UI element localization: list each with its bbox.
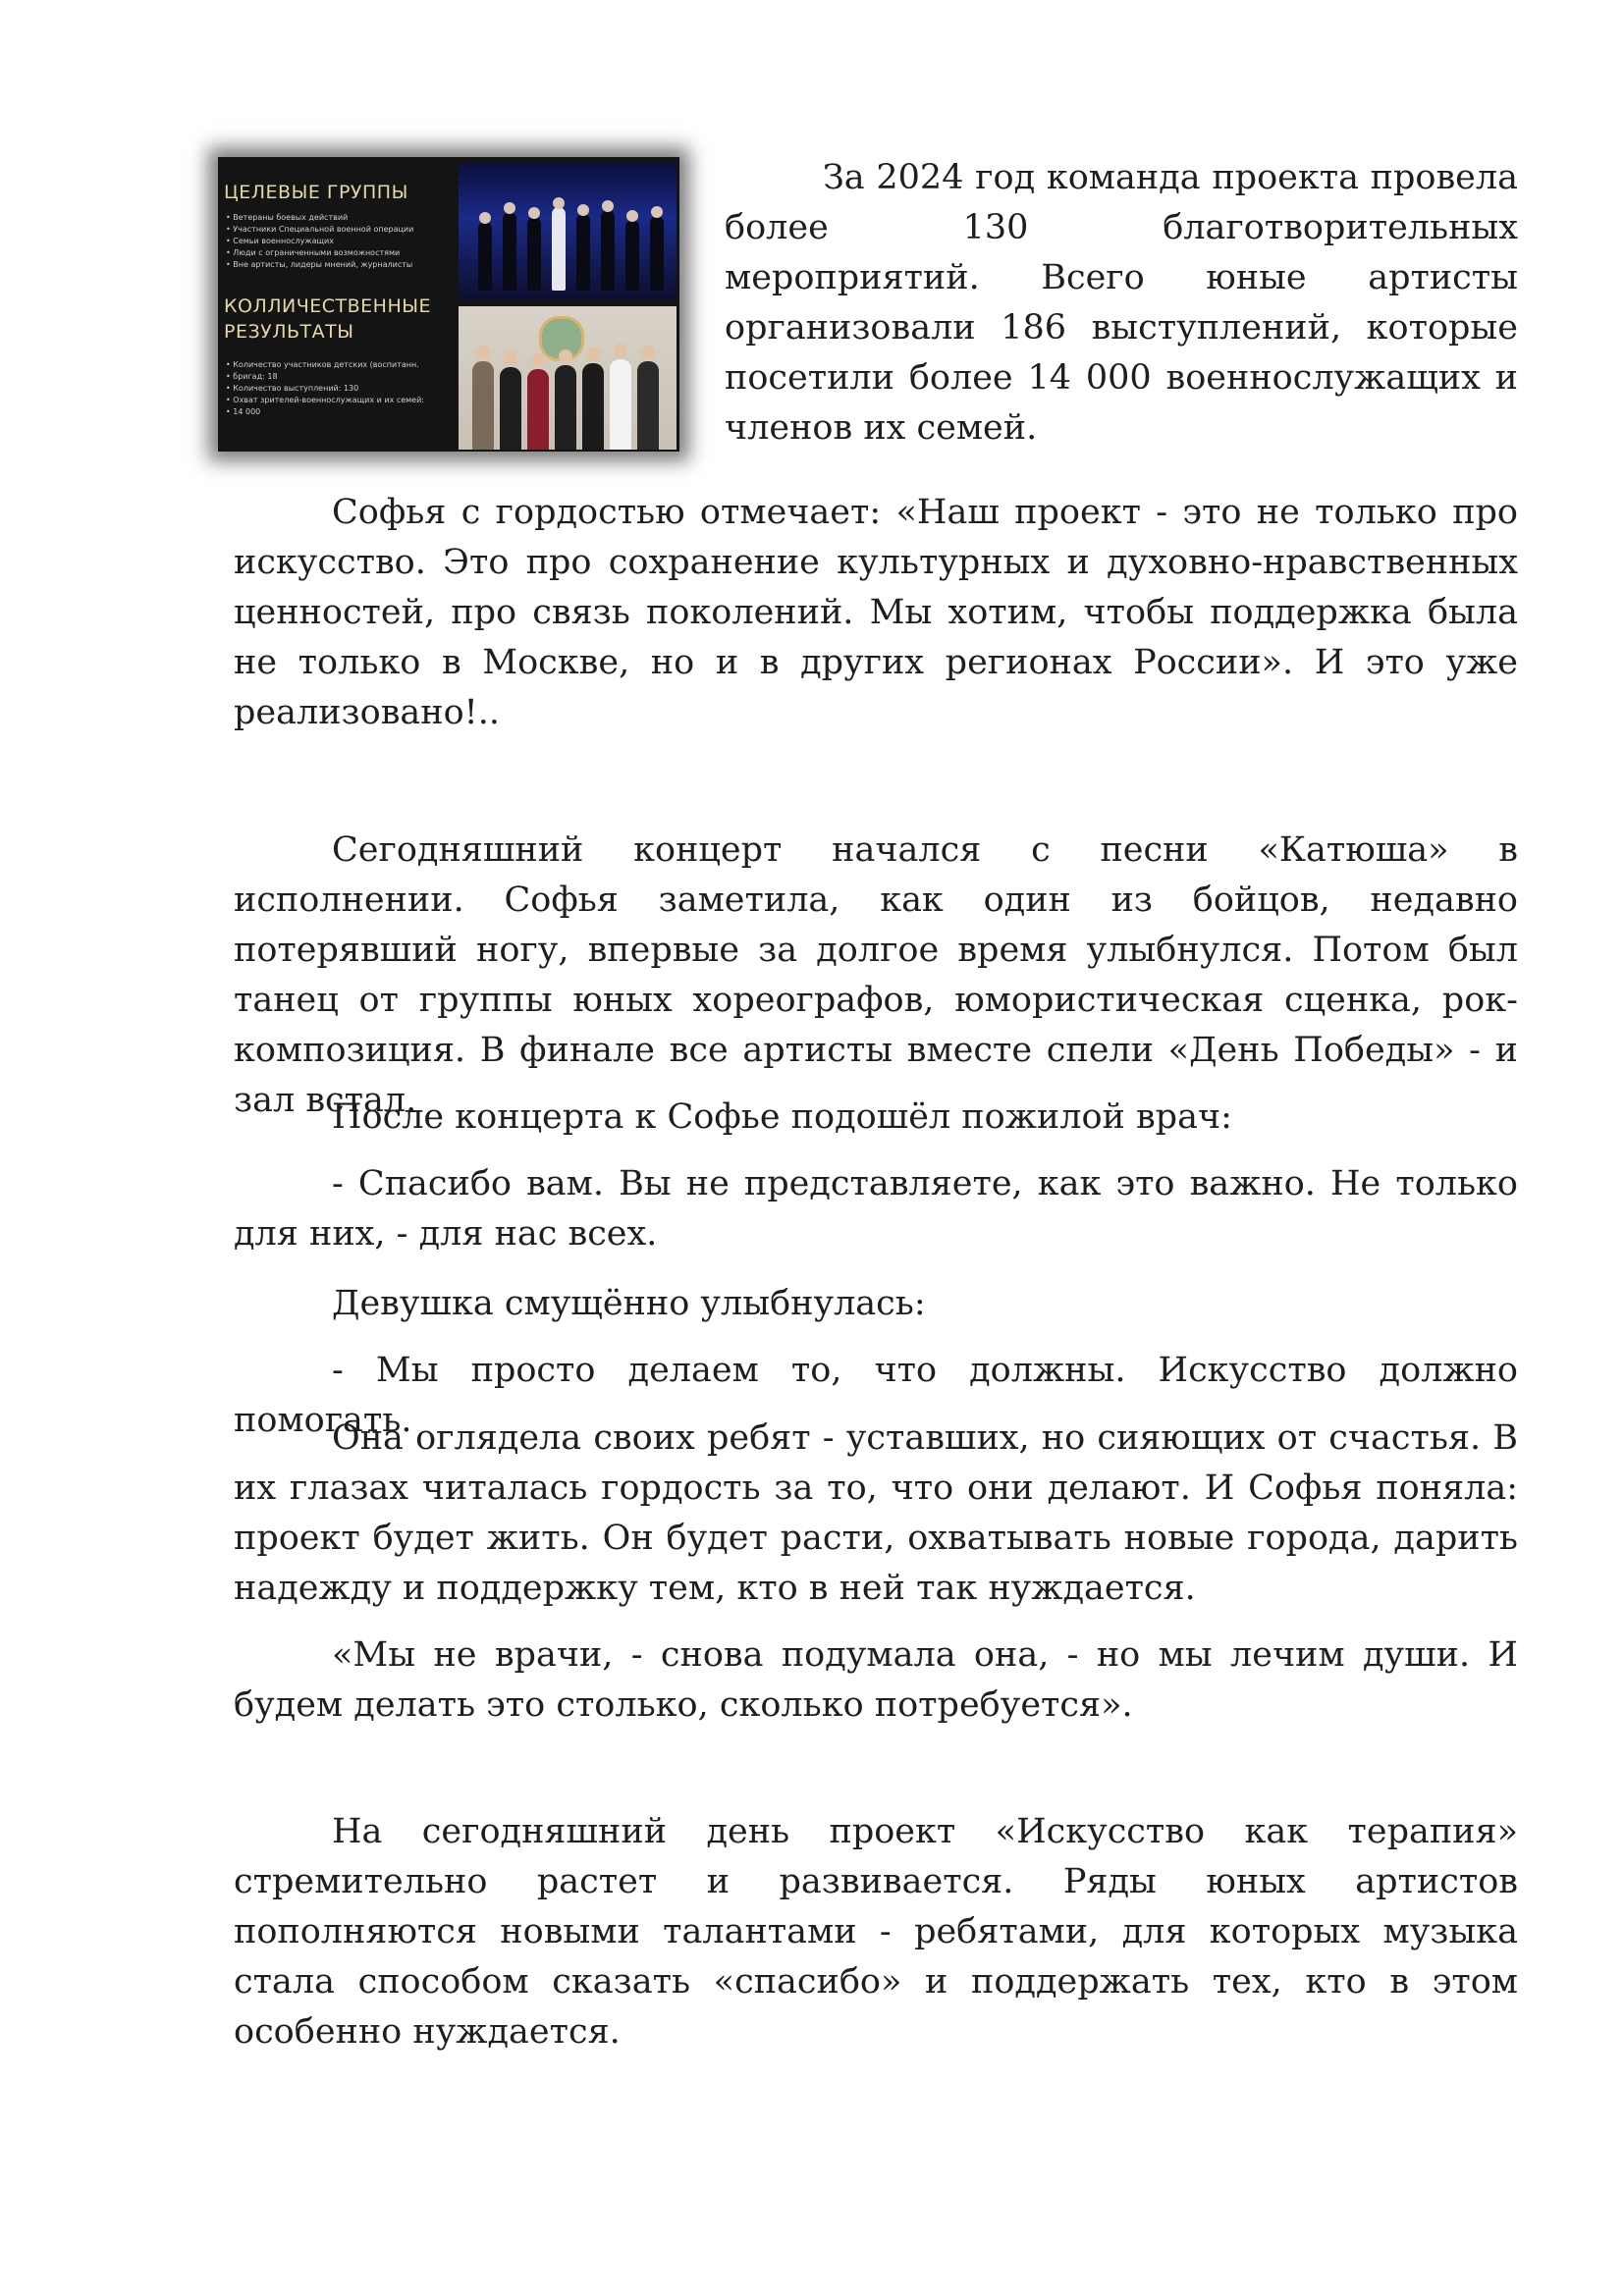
list-item: • бригад: 18 — [226, 371, 424, 383]
list-item: • Ветераны боевых действий — [226, 212, 413, 224]
paragraph-doctor-speech: - Спасибо вам. Вы не представляете, как это важно. Не только для них, - для нас всех. — [234, 1164, 1518, 1254]
target-groups-list — [226, 212, 413, 271]
paragraph-project-will-live: Она оглядела своих ребят - уставших, но сияющих от счастья. В их глазах читалась гордость за то, что они делают. И Софья поняла: проект будет жить. Он будет расти, охватывать новые города, дарить надежду и поддержку тем, кто в ней так нуждается. — [234, 1418, 1518, 1608]
paragraph-girl-smiled: Девушка смущённо улыбнулась: — [332, 1284, 926, 1323]
list-item: • 14 000 — [226, 406, 424, 418]
list-item: • Участники Специальной военной операции — [226, 224, 413, 236]
results-list — [226, 359, 424, 418]
slide-heading-results-line1: КОЛЛИЧЕСТВЕННЫЕ — [224, 295, 432, 317]
slide-text-panel — [218, 157, 454, 452]
slide-heading-results-line2: РЕЗУЛЬТАТЫ — [224, 321, 354, 343]
slide-heading-target-groups: ЦЕЛЕВЫЕ ГРУППЫ — [224, 182, 408, 203]
paragraph-we-heal-souls: «Мы не врачи, - снова подумала она, - но мы лечим души. И будем делать это столько, сколько потребуется». — [234, 1635, 1518, 1725]
list-item: • Люди с ограниченными возможностями — [226, 247, 413, 259]
concert-stage-photo — [459, 163, 677, 300]
paragraph-results-2024: За 2024 год команда проекта провела более 130 благотворительных мероприятий. Всего юные артисты организовали 186 выступлений, которые посетили более 14 000 военнослужащих и членов их семей. — [725, 158, 1518, 448]
list-item: • Количество участников детских (воспитанн. — [226, 359, 424, 371]
list-item: • Семьи военнослужащих — [226, 236, 413, 247]
list-item: • Количество выступлений: 130 — [226, 383, 424, 395]
list-item: • Охват зрителей-военнослужащих и их семей: — [226, 395, 424, 406]
paragraph-project-grows: На сегодняшний день проект «Искусство как терапия» стремительно растет и развивается. Ряды юных артистов пополняются новыми талантами - ребятами, для которых музыка стала способом сказать «спасибо» и поддержать тех, кто в этом особенно нуждается. — [234, 1812, 1518, 2052]
paragraph-girl-reply: - Мы просто делаем то, что должны. Искусство должно помогать. — [234, 1351, 1518, 1440]
project-slide-image — [218, 157, 679, 452]
paragraph-sofia-quote: Софья с гордостью отмечает: «Наш проект - это не только про искусство. Это про сохранение культурных и духовно-нравственных ценностей, про связь поколений. Мы хотим, чтобы поддержка была не только в Москве, но и в других регионах России». И это уже реализовано!.. — [234, 493, 1518, 732]
paragraph-doctor-approach: После концерта к Софье подошёл пожилой врач: — [332, 1097, 1232, 1137]
list-item: • Вне артисты, лидеры мнений, журналисты — [226, 259, 413, 271]
paragraph-concert: Сегодняшний концерт начался с песни «Катюша» в исполнении. Софья заметила, как один из бойцов, недавно потерявший ногу, впервые за долгое время улыбнулся. Потом был танец от группы юных хореографов, юмористическая сценка, рок-композиция. В финале все артисты вместе спели «День Победы» - и зал встал. — [234, 830, 1518, 1120]
group-photo — [459, 306, 677, 450]
